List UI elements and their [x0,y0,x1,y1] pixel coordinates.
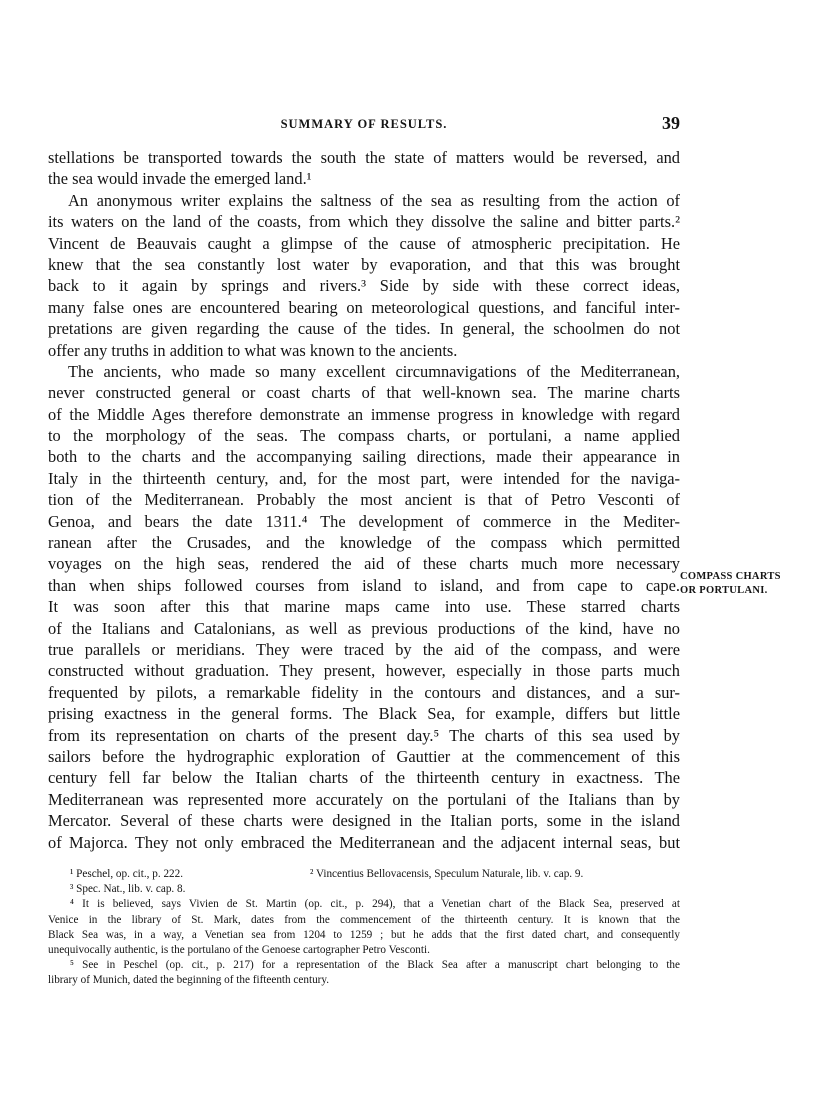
text-line: sailors before the hydrographic exploration of Gauttier at the commencement of this [48,746,680,766]
text-line: pretations are given regarding the cause of the tides. In general, the schoolmen do not [48,319,680,339]
text-line: constructed without graduation. They present, however, especially in those parts much [48,661,680,681]
sidenote-line: OR PORTULANI. [680,585,768,596]
running-title: SUMMARY OF RESULTS. [280,117,448,131]
running-head [48,113,680,137]
text-line: true parallels or meridians. They were traced by the aid of the compass, and were [48,639,680,659]
text-line: Mercator. Several of these charts were designed in the Italian ports, some in the island [48,811,680,831]
text-line: tion of the Mediterranean. Probably the most ancient is that of Petro Vesconti of [48,490,680,510]
footnote-4-line: Black Sea was, in a way, a Venetian sea from 1204 to 1259 ; but he adds that the first dated chart, and consequently [48,928,680,941]
text-line: of the Italians and Catalonians, as well as previous productions of the kind, have no [48,618,680,638]
text-line: century fell far below the Italian charts of the thirteenth century in exactness. The [48,768,680,788]
text-line: knew that the sea constantly lost water by evaporation, and that this was brought [48,254,680,274]
footnote-1: ¹ Peschel, op. cit., p. 222. [70,868,184,880]
text-line: its waters on the land of the coasts, from which they dissolve the saline and bitter parts.² [48,212,680,232]
footnote-2: ² Vincentius Bellovacensis, Speculum Naturale, lib. v. cap. 9. [310,868,584,880]
text-line: the sea would invade the emerged land.¹ [48,169,312,189]
text-line: stellations be transported towards the south the state of matters would be reversed, and [48,148,680,167]
text-line: of the Middle Ages therefore demonstrate an immense progress in knowledge with regard [48,404,680,424]
text-line: ranean after the Crusades, and the knowledge of the compass which permitted [48,533,680,553]
footnote-5-line: library of Munich, dated the beginning of the fifteenth century. [48,974,330,987]
footnote-4-line: Venice in the library of St. Mark, dates from the commencement of the thirteenth century. It is known that the [48,913,680,926]
page-number: 39 [662,113,680,133]
body-text [48,147,680,853]
text-line: from its representation on charts of the present day.⁵ The charts of this sea used by [48,725,680,745]
text-line: of Majorca. They not only embraced the Mediterranean and the adjacent internal seas, but [48,832,680,852]
text-line: Genoa, and bears the date 1311.⁴ The development of commerce in the Mediter- [48,511,680,531]
text-line: Mediterranean was represented more accurately on the portulani of the Italians than by [48,789,680,809]
text-line: The ancients, who made so many excellent circumnavigations of the Mediterranean, [68,361,680,381]
text-line: Vincent de Beauvais caught a glimpse of the cause of atmospheric precipitation. He [48,233,680,253]
footnote-row [48,867,680,882]
text-line: prising exactness in the general forms. The Black Sea, for example, differs but little [48,704,680,724]
footnote-4-line: unequivocally authentic, is the portulano of the Genoese cartographer Petro Vesconti. [48,943,430,956]
footnote-5-line: ⁵ See in Peschel (op. cit., p. 217) for a representation of the Black Sea after a manuscript chart belonging to the [70,959,680,972]
text-line: both to the charts and the accompanying sailing directions, made their appearance in [48,447,680,467]
text-line: frequented by pilots, a remarkable fidelity in the contours and distances, and a sur- [48,682,680,702]
text-line: An anonymous writer explains the saltness of the sea as resulting from the action of [68,190,680,210]
text-line: to the morphology of the seas. The compass charts, or portulani, a name applied [48,426,680,446]
text-line: than when ships followed courses from island to island, and from cape to cape. [48,575,680,595]
footnotes [48,867,680,989]
sidenote-line: COMPASS CHARTS [680,571,781,582]
margin-sidenote [680,570,820,598]
text-line: It was soon after this that marine maps came into use. These starred charts [48,597,680,617]
text-line: voyages on the high seas, rendered the aid of these charts much more necessary [48,554,680,574]
footnote-3: ³ Spec. Nat., lib. v. cap. 8. [70,883,186,896]
text-line: back to it again by springs and rivers.³ Side by side with these correct ideas, [48,276,680,296]
text-line: many false ones are encountered bearing on meteorological questions, and fanciful inter- [48,297,680,317]
text-line: offer any truths in addition to what was known to the ancients. [48,340,458,360]
footnote-row [48,882,680,897]
text-line: Italy in the thirteenth century, and, for the most part, were intended for the naviga- [48,468,680,488]
footnote-4-line: ⁴ It is believed, says Vivien de St. Martin (op. cit., p. 294), that a Venetian chart of the Black Sea, preserved at [70,898,680,911]
text-line: never constructed general or coast charts of that well-known sea. The marine charts [48,383,680,403]
